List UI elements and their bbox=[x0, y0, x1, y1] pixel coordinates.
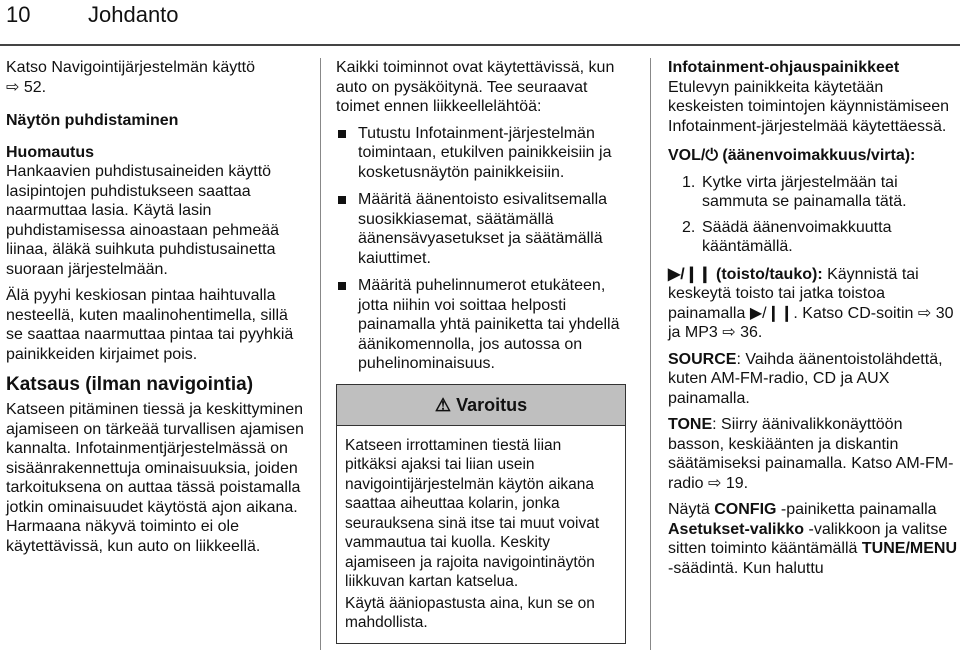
step-text: Kytke virta järjestelmään tai sammuta se painamalla tätä. bbox=[702, 173, 907, 210]
bullet-square-icon bbox=[338, 196, 346, 204]
section-title-controls: Infotainment-ohjauspainikkeet bbox=[668, 59, 900, 76]
step-number: 2. bbox=[682, 218, 696, 236]
warning-body bbox=[337, 426, 625, 643]
column-3 bbox=[668, 58, 958, 585]
page-header bbox=[0, 0, 960, 46]
section-title-overview: Katsaus (ilman navigointia) bbox=[6, 374, 254, 395]
note-title: Huomautus bbox=[6, 143, 94, 161]
warning-title: Varoitus bbox=[456, 394, 528, 415]
config-mid-2: -valikkoon ja valitse sitten toiminto kääntämällä bbox=[668, 520, 948, 557]
warning-header bbox=[337, 385, 625, 426]
warning-advice: Käytä ääniopastusta aina, kun se on mahdollista. bbox=[345, 594, 595, 631]
page-number: 10 bbox=[6, 2, 31, 27]
play-pause-label: ▶/❙❙ (toisto/tauko): bbox=[668, 265, 823, 283]
step-text: Säädä äänenvoimakkuutta kääntämällä. bbox=[702, 218, 892, 255]
cleaning-text: Älä pyyhi keskiosan pintaa haihtuvalla nesteellä, kuten maalinohentimella, sillä se saattaa naarmuttaa pintaa tai pyyhkiä painikkeiden kirjaimet pois. bbox=[6, 287, 294, 363]
list-item-text: Määritä puhelinnumerot etukäteen, jotta niihin voi soittaa helposti painamalla yhtä painiketta tai yhdellä äänikomennolla, jos autossa on puhelinominaisuus. bbox=[358, 277, 620, 372]
intro-paragraph: Kaikki toiminnot ovat käytettävissä, kun auto on pysäköitynä. Tee seuraavat toimet ennen liikkeellelähtöä: bbox=[336, 59, 615, 115]
note-text: Hankaavien puhdistusaineiden käyttö lasipintojen puhdistukseen saattaa naarmuttaa lasia. Käytä lasin puhdistamisessa ainoastaan pehmeää liinaa, äläkä suihkuta puhdistusainetta suoraan järjestelmään. bbox=[6, 163, 280, 278]
column-divider bbox=[320, 58, 321, 650]
list-item-text: Tutustu Infotainment-järjestelmän toimintaan, etukilven painikkeisiin ja kosketusnäytön painikkeisiin. bbox=[358, 124, 612, 181]
controls-text: Etulevyn painikkeita käytetään keskeisten toimintojen käynnistämiseen Infotainment-järjestelmää käytettäessä. bbox=[668, 78, 950, 135]
section-title-cleaning: Näytön puhdistaminen bbox=[6, 112, 179, 129]
list-item bbox=[336, 190, 626, 268]
warning-triangle-icon: ⚠ bbox=[434, 394, 452, 415]
tone-label: TONE bbox=[668, 416, 713, 433]
tone-text: : Siirry äänivalikkonäyttöön basson, keskiäänten ja diskantin säätämiseksi painamalla. Katso AM-FM-radio ⇨ 19. bbox=[668, 416, 954, 492]
play-paragraph bbox=[668, 265, 958, 343]
chapter-title: Johdanto bbox=[88, 2, 179, 27]
column-divider bbox=[650, 58, 651, 650]
config-end: -säädintä. Kun haluttu bbox=[668, 559, 824, 577]
page-reference[interactable]: ⇨ 52. bbox=[6, 78, 47, 96]
settings-menu-label: Asetukset-valikko bbox=[668, 520, 805, 538]
config-mid: -painiketta painamalla bbox=[780, 501, 937, 518]
config-paragraph bbox=[668, 500, 958, 578]
tune-menu-label: TUNE/MENU bbox=[861, 540, 957, 557]
column-2 bbox=[336, 58, 626, 644]
step-number: 1. bbox=[682, 173, 696, 191]
intro-text bbox=[6, 58, 306, 97]
source-text: : Vaihda äänentoistolähdettä, kuten AM-FM-radio, CD ja AUX painamalla. bbox=[668, 350, 943, 407]
list-item-text: Määritä äänentoisto esivalitsemalla suosikkiasemat, säätämällä äänensävyasetukset ja säätämällä kaiuttimet. bbox=[358, 191, 608, 267]
play-pause-text: Käynnistä tai keskeytä toisto tai jatka toistoa painamalla ▶/❙❙. Katso CD-soitin ⇨ 30 ja MP3 ⇨ 36. bbox=[668, 265, 954, 341]
overview-text: Katseen pitäminen tiessä ja keskittyminen ajamiseen on tärkeää turvallisen ajamisen kannalta. Infotainmentjärjestelmässä on sisäänrakennettuja ominaisuuksia, joiden tarkoituksena on auttaa tässä poistamalla jotkin ominaisuudet käytöstä ajon aikana. Harmaana näkyvä toiminto ei ole käytettävissä, kun auto on liikkeellä. bbox=[6, 401, 304, 555]
list-item bbox=[336, 124, 626, 183]
config-pre: Näytä bbox=[668, 501, 710, 518]
bullet-square-icon bbox=[338, 282, 346, 290]
intro-label: Katso Navigointijärjestelmän käyttö bbox=[6, 59, 256, 76]
list-item bbox=[668, 173, 958, 212]
preparation-list bbox=[336, 124, 626, 374]
vol-steps bbox=[668, 173, 958, 257]
source-label: SOURCE bbox=[668, 350, 737, 368]
bullet-square-icon bbox=[338, 130, 346, 138]
column-1 bbox=[6, 58, 306, 563]
list-item bbox=[336, 276, 626, 374]
source-paragraph bbox=[668, 350, 958, 409]
list-item bbox=[668, 218, 958, 257]
config-label: CONFIG bbox=[714, 501, 777, 518]
vol-label: VOL/⏻ (äänenvoimakkuus/virta): bbox=[668, 147, 916, 164]
warning-text: Katseen irrottaminen tiestä liian pitkäksi ajaksi tai liian usein navigointijärjestelmän käytön aikana saattaa aiheuttaa kolarin, jonka seurauksena sinä itse tai muut voivat vammautua tai kuolla. Keskity ajamiseen ja rajoita navigointinäytön liikkuvan kartan katselua. bbox=[345, 436, 600, 590]
tone-paragraph bbox=[668, 415, 958, 493]
warning-box bbox=[336, 384, 626, 644]
